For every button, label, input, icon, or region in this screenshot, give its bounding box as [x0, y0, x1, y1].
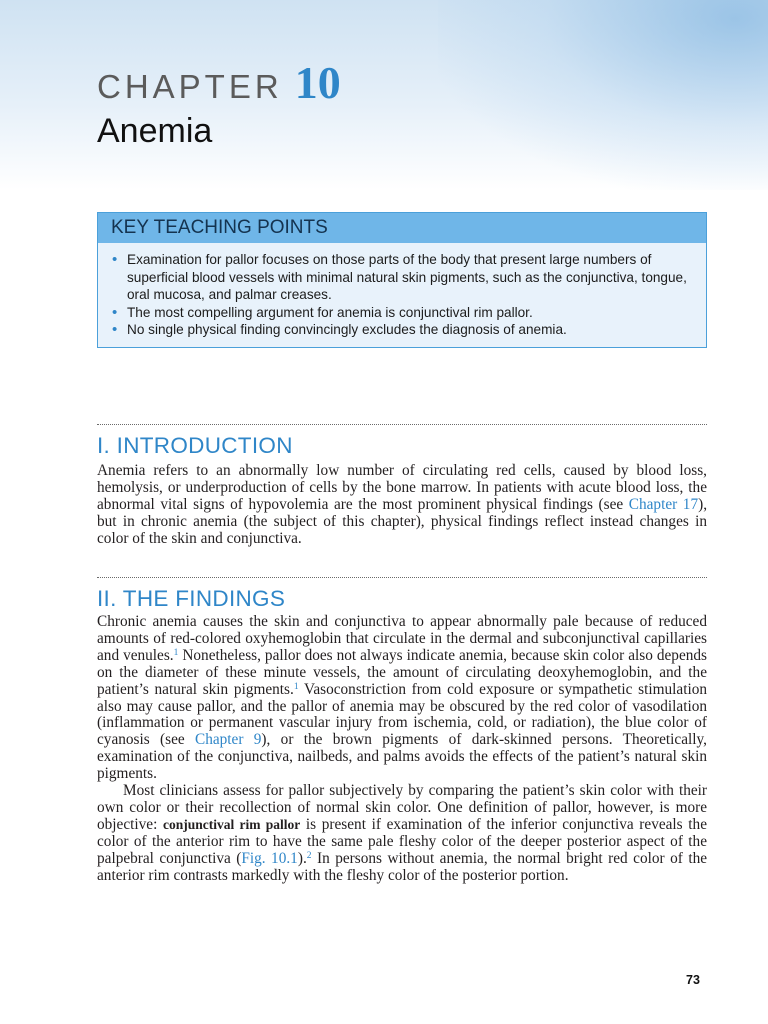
reference-2[interactable]: 2 [306, 850, 312, 861]
introduction-paragraph [97, 463, 707, 548]
chapter-9-link[interactable]: Chapter 9 [195, 731, 262, 749]
findings-paragraph-2 [97, 783, 707, 884]
section-divider [97, 424, 707, 425]
section-heading-findings: II. THE FINDINGS [97, 586, 286, 611]
findings-text: ). [297, 849, 307, 867]
findings-text: Vasoconstriction from cold exposure or sympathetic stimulation also may cause pallor, and the pallor of anemia may be obscured by the red color of vasodilation (inflammation or permanent vascular injury from ischemia, cold, or radiation), the blue color of cyanosis (see [97, 680, 707, 749]
section-heading-introduction: I. INTRODUCTION [97, 433, 293, 458]
page-number: 73 [686, 973, 700, 987]
key-point-item: • Examination for pallor focuses on those parts of the body that present large numbers of superficial blood vessels with minimal natural skin pigments, such as the conjunctiva, tongue, oral mucosa, and palmar creases. [112, 251, 696, 304]
chapter-number: 10 [294, 57, 341, 108]
chapter-word: CHAPTER [97, 68, 283, 105]
figure-10-1-link[interactable]: Fig. 10.1 [241, 849, 298, 867]
intro-text: Anemia refers to an abnormally low number of circulating red cells, caused by blood loss, hemolysis, or underproduction of cells by the bone marrow. In patients with acute blood loss, the abnormal vital signs of hypovolemia are the most prominent physical findings (see [97, 462, 707, 513]
chapter-label [97, 56, 341, 109]
findings-text: In persons without anemia, the normal bright red color of the anterior rim contrasts markedly with the fleshy color of the posterior portion. [97, 849, 708, 884]
findings-text: Nonetheless, pallor does not always indicate anemia, because skin color also depends on the diameter of these minute vessels, the amount of circulating deoxyhemoglobin, and the patient’s natural skin pigments. [97, 646, 707, 698]
key-teaching-points-heading: KEY TEACHING POINTS [98, 213, 706, 243]
findings-paragraph-1 [97, 614, 707, 783]
findings-text: is present if examination of the inferior conjunctiva reveals the color of the anterior rim to have the same pale fleshy color of the deeper posterior aspect of the palpebral conjunctiva ( [97, 815, 707, 867]
intro-text: ), but in chronic anemia (the subject of this chapter), physical findings reflect instead changes in color of the skin and conjunctiva. [97, 495, 708, 547]
findings-body [97, 614, 707, 885]
conjunctival-rim-pallor-term: conjunctival rim pallor [163, 816, 301, 832]
key-point-item: • No single physical finding convincingly excludes the diagnosis of anemia. [112, 321, 696, 339]
findings-text: Chronic anemia causes the skin and conjunctiva to appear abnormally pale because of reduced amounts of red-colored oxyhemoglobin that circulate in the dermal and subconjunctival capillaries and venules. [97, 613, 707, 664]
section-divider [97, 577, 707, 578]
findings-text: ), or the brown pigments of dark-skinned persons. Theoretically, examination of the conjunctiva, nailbeds, and palms avoids the effects of the patient’s natural skin pigments. [97, 731, 707, 783]
key-point-item: • The most compelling argument for anemia is conjunctival rim pallor. [112, 304, 696, 322]
key-teaching-points-box [97, 212, 707, 348]
reference-1[interactable]: 1 [293, 681, 299, 692]
findings-text: Most clinicians assess for pallor subjectively by comparing the patient’s skin color with their own color or their recollection of normal skin color. One definition of pallor, however, is more objective: [97, 782, 707, 833]
key-teaching-points-list [98, 243, 706, 339]
chapter-17-link[interactable]: Chapter 17 [628, 495, 699, 513]
reference-1[interactable]: 1 [173, 647, 179, 658]
chapter-title: Anemia [97, 112, 213, 150]
